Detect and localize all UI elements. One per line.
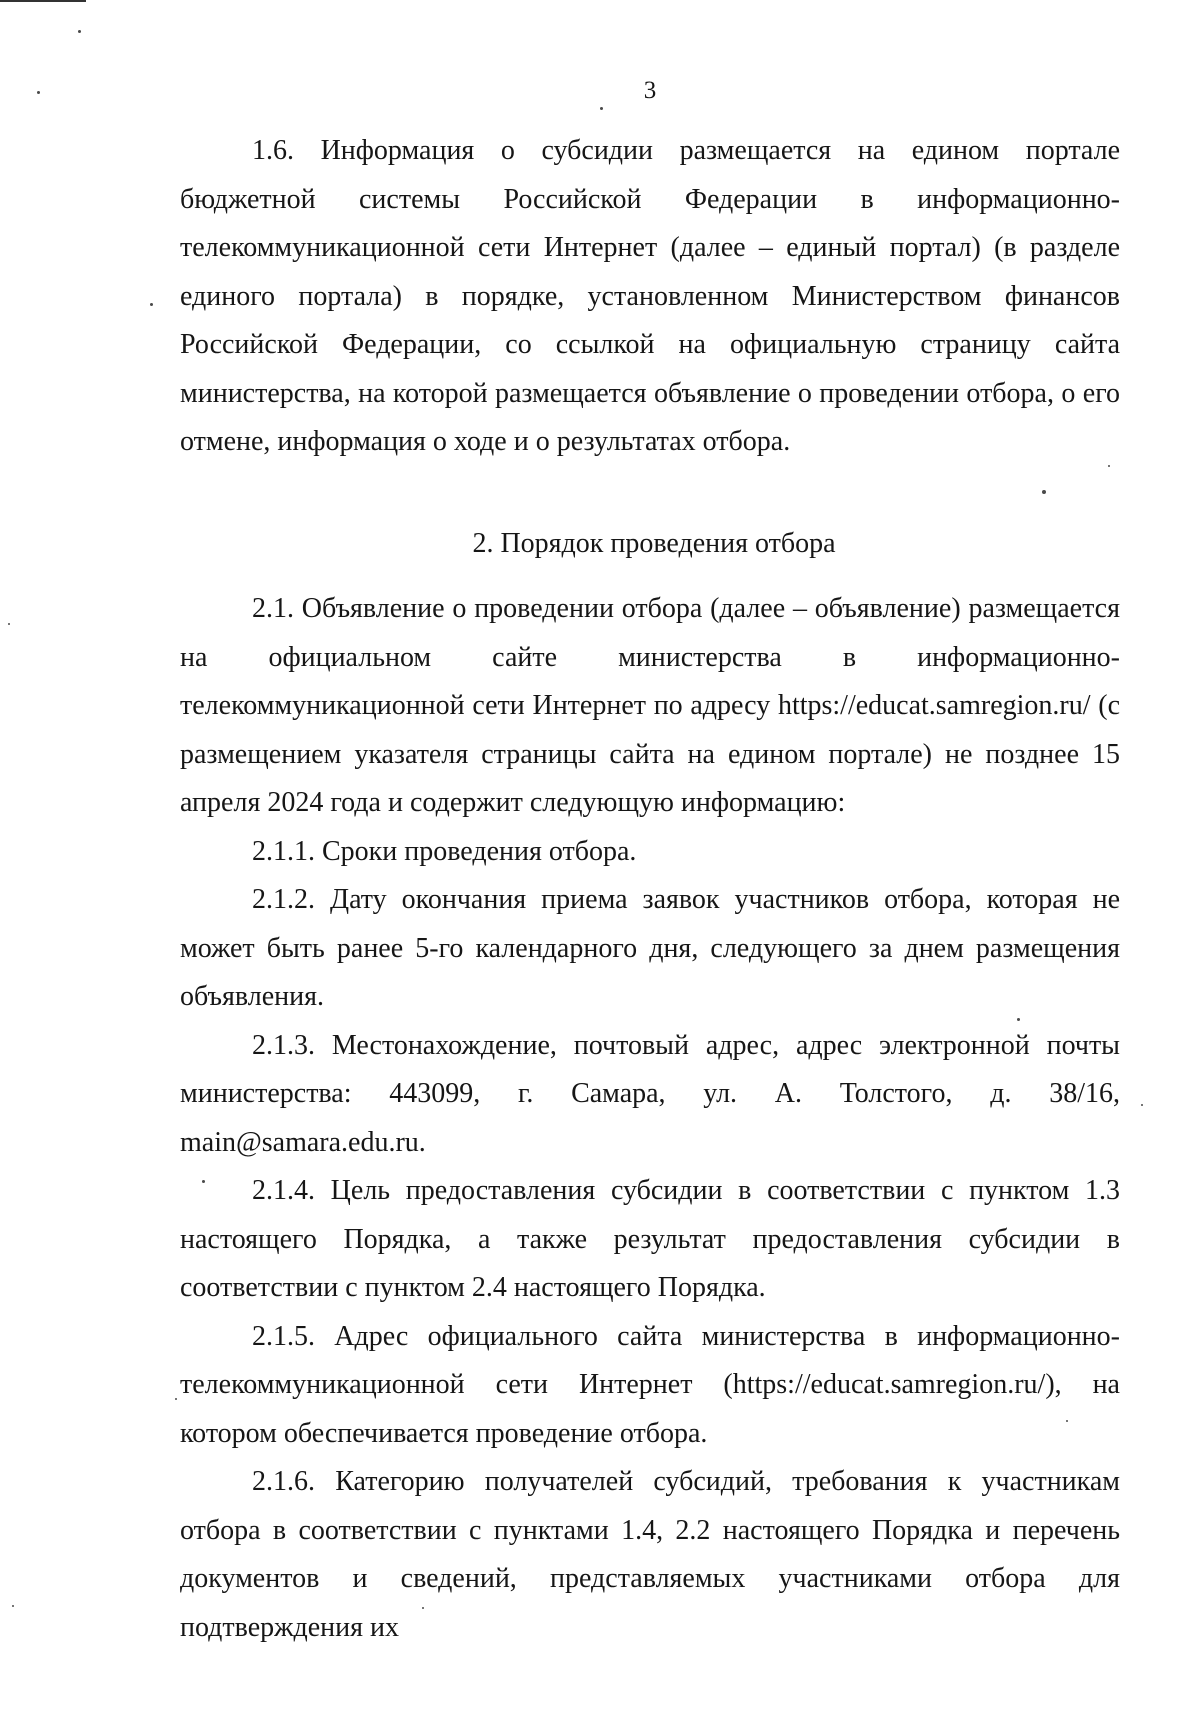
scan-edge-line — [0, 0, 86, 2]
scan-speck — [8, 623, 10, 625]
page-number: 3 — [643, 77, 657, 104]
paragraph-2-1-5: 2.1.5. Адрес официального сайта министерства в информационно-телекоммуникационной сети Интернет (https://educat.samregion.ru/), на котором обеспечивается проведение отбора. — [180, 1320, 1120, 1449]
paragraph-2-1: 2.1. Объявление о проведении отбора (далее – объявление) размещается на официальном сайте министерства в информационно-телекоммуникационной сети Интернет по адресу https://educat.samregion.ru/ (с размещением указателя страницы сайта на едином портале) не позднее 15 апреля 2024 года и содержит следующую информацию: — [180, 593, 1120, 818]
paragraph-2-1-2: 2.1.2. Дату окончания приема заявок участников отбора, которая не может быть ранее 5-го календарного дня, следующего за днем размещения объявления. — [180, 884, 1120, 1012]
scan-speck — [12, 1605, 14, 1607]
scan-speck — [1042, 490, 1046, 494]
scan-speck — [175, 1398, 177, 1400]
scan-speck — [422, 1607, 424, 1609]
scan-speck — [1141, 1104, 1143, 1106]
scan-speck — [150, 303, 153, 306]
scan-speck — [37, 91, 40, 94]
scan-speck — [600, 107, 603, 110]
paragraph-2-1-6: 2.1.6. Категорию получателей субсидий, требования к участникам отбора в соответствии с пунктами 1.4, 2.2 настоящего Порядка и перечень документов и сведений, представляемых участниками отбора для подтверждения их — [180, 1466, 1120, 1643]
scan-speck — [1066, 1420, 1068, 1422]
section-2-text — [180, 585, 1120, 1652]
scan-speck — [1017, 1018, 1020, 1021]
section-1-text — [180, 127, 1120, 467]
paragraph-1-6: 1.6. Информация о субсидии размещается на едином портале бюджетной системы Российской Федерации в информационно-телекоммуникационной сети Интернет (далее – единый портал) (в разделе единого портала) в порядке, установленном Министерством финансов Российской Федерации, со ссылкой на официальную страницу сайта министерства, на которой размещается объявление о проведении отбора, о его отмене, информация о ходе и о результатах отбора. — [180, 135, 1120, 457]
paragraph-2-1-3: 2.1.3. Местонахождение, почтовый адрес, адрес электронной почты министерства: 443099, г. Самара, ул. А. Толстого, д. 38/16, main@samara.edu.ru. — [180, 1029, 1120, 1158]
paragraph-2-1-1: 2.1.1. Сроки проведения отбора. — [252, 835, 637, 867]
section-2-title: 2. Порядок проведения отбора — [472, 528, 836, 559]
scan-speck — [202, 1180, 205, 1183]
paragraph-2-1-4: 2.1.4. Цель предоставления субсидии в соответствии с пунктом 1.3 настоящего Порядка, а также результат предоставления субсидии в соответствии с пунктом 2.4 настоящего Порядка. — [180, 1175, 1120, 1303]
scan-speck — [1108, 465, 1110, 467]
scan-speck — [78, 30, 81, 33]
